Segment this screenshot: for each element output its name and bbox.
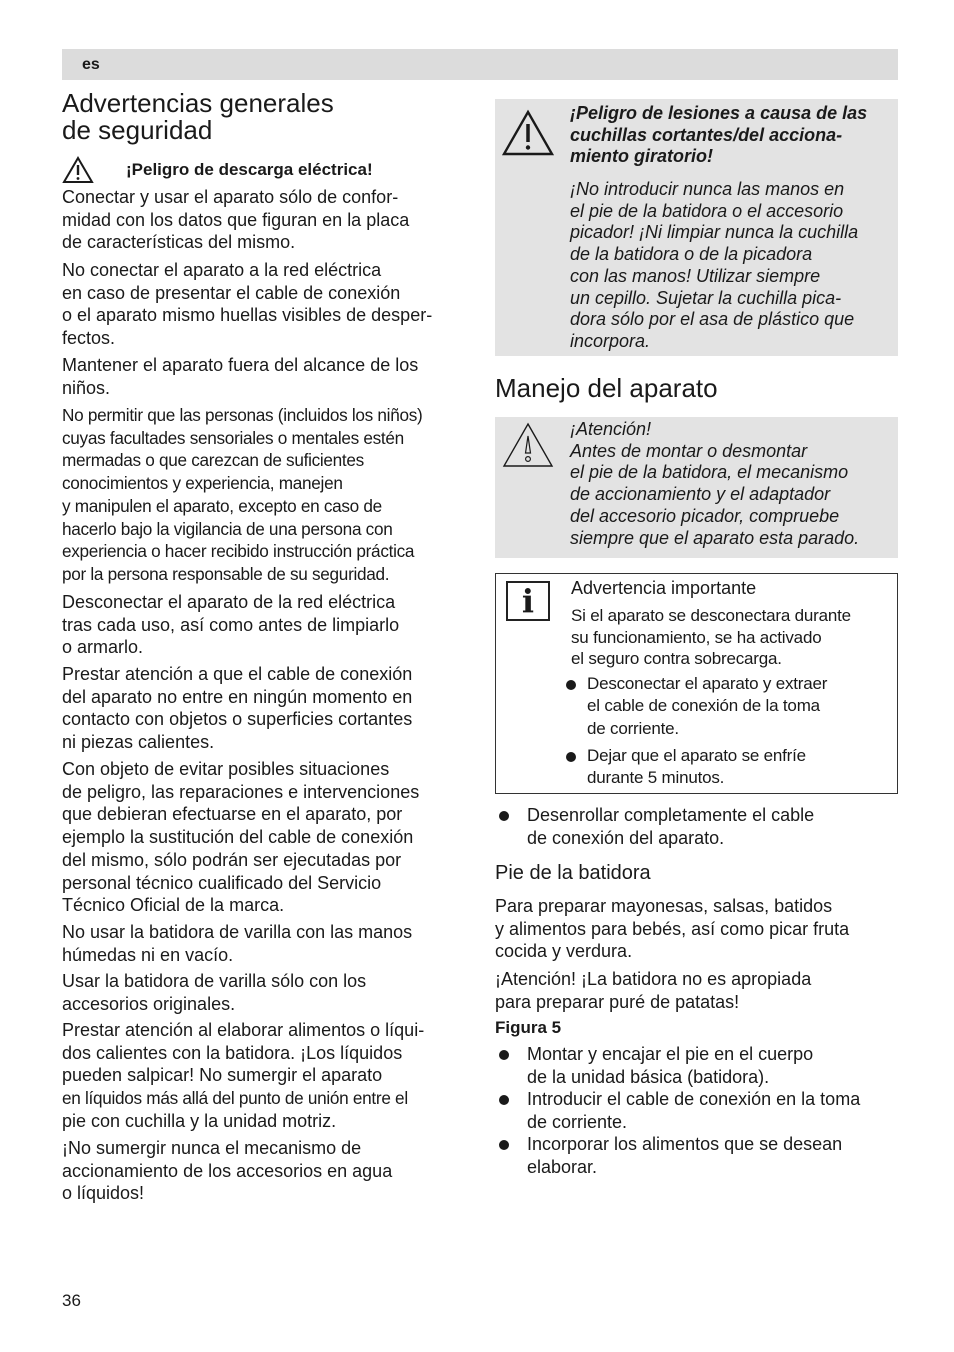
warning-triangle-icon [501, 109, 555, 157]
attention-title: ¡Atención! [570, 419, 652, 439]
text-line: ejemplo la sustitución del cable de conexión [62, 827, 414, 848]
text-line: Desenrollar completamente el cable [527, 805, 815, 825]
bullet-dot [499, 1095, 509, 1105]
paragraph [62, 921, 466, 966]
text-line: Con objeto de evitar posibles situaciones [62, 759, 390, 779]
text-line: el cable de conexión de la toma [587, 696, 820, 716]
text-line: Introducir el cable de conexión en la toma [527, 1089, 861, 1109]
text-line: No conectar el aparato a la red eléctrica [62, 260, 382, 280]
text-line: Prestar atención al elaborar alimentos o líqui- [62, 1020, 425, 1040]
paragraph [62, 1019, 466, 1133]
text-line: contacto con objetos o superficies cortantes [62, 709, 413, 730]
text-line: de corriente. [587, 718, 679, 738]
text-line: cuchillas cortantes/del acciona- [570, 124, 843, 145]
text-line: niños. [62, 377, 111, 398]
text-line: y alimentos para bebés, así como picar fruta [495, 918, 850, 939]
notice-bullets [566, 673, 886, 789]
text-line: Incorporar los alimentos que se desean [527, 1134, 843, 1154]
text-line: accesorios originales. [62, 993, 236, 1014]
title-line: Advertencias generales [62, 88, 334, 118]
text-line: el pie de la batidora, el mecanismo [570, 462, 849, 483]
text-line: que debieran efectuarse en el aparato, por [62, 804, 403, 825]
text-line: el seguro contra sobrecarga. [571, 649, 782, 669]
text-line: Para preparar mayonesas, salsas, batidos [495, 896, 833, 916]
section-title-usage: Manejo del aparato [495, 373, 718, 403]
text-line: por la persona responsable de su seguridad. [62, 563, 390, 584]
text-line: elaborar. [527, 1156, 598, 1177]
paragraph [62, 591, 466, 659]
warning-triangle-icon [62, 156, 94, 184]
notice-text [571, 605, 851, 670]
text-line: personal técnico cualificado del Servicio [62, 872, 382, 893]
text-line: Técnico Oficial de la marca. [62, 895, 285, 916]
text-line: Mantener el aparato fuera del alcance de los [62, 355, 419, 375]
text-line: un cepillo. Sujetar la cuchilla pica- [570, 287, 842, 308]
info-icon: i [506, 581, 550, 621]
text-line: ¡No introducir nunca las manos en [570, 179, 845, 199]
text-line: incorpora. [570, 330, 651, 351]
list-item [566, 673, 886, 740]
text-line: de accionamiento y el adaptador [570, 484, 831, 505]
paragraph [62, 354, 466, 399]
text-line: ¡Peligro de lesiones a causa de las [570, 103, 868, 123]
text-line: pie con cuchilla y la unidad motriz. [62, 1110, 337, 1131]
text-line: su funcionamiento, se ha activado [571, 627, 822, 647]
text-line: Conectar y usar el aparato sólo de confor- [62, 187, 399, 207]
text-line: de peligro, las reparaciones e intervenciones [62, 781, 420, 802]
bullet-dot [499, 1050, 509, 1060]
text-line: durante 5 minutos. [587, 768, 725, 788]
language-bar [62, 49, 898, 80]
danger-box [495, 99, 898, 356]
list-item [495, 1088, 898, 1133]
text-line: para preparar puré de patatas! [495, 991, 740, 1012]
text-line: y manipulen el aparato, excepto en caso de [62, 495, 382, 516]
list-item [495, 1133, 898, 1178]
text-line: en líquidos más allá del punto de unión entre el [62, 1088, 408, 1109]
text-line: tras cada uso, así como antes de limpiarlo [62, 614, 400, 635]
text-line: pueden salpicar! No sumergir el aparato [62, 1065, 383, 1086]
attention-box [495, 417, 898, 558]
text-line: Dejar que el aparato se enfríe [587, 745, 806, 765]
warning-title: ¡Peligro de descarga eléctrica! [126, 160, 373, 179]
bullet-dot [499, 811, 509, 821]
paragraph [62, 1137, 466, 1205]
text-line: cocida y verdura. [495, 941, 633, 962]
paragraph [62, 259, 466, 350]
paragraph [62, 404, 466, 586]
figure-label: Figura 5 [495, 1018, 562, 1037]
text-line: del mismo, sólo podrán ser ejecutadas por [62, 849, 402, 870]
text-line: o armarlo. [62, 637, 144, 658]
text-line: Montar y encajar el pie en el cuerpo [527, 1044, 814, 1064]
text-line: cuyas facultades sensoriales o mentales estén [62, 427, 404, 448]
text-line: de conexión del aparato. [527, 827, 725, 848]
text-line: fectos. [62, 328, 116, 349]
language-code: es [82, 56, 100, 73]
text-line: dos calientes con la batidora. ¡Los líquidos [62, 1042, 403, 1063]
important-notice-box [495, 573, 898, 794]
danger-text [570, 179, 858, 353]
text-line: No usar la batidora de varilla con las manos [62, 922, 413, 942]
list-item [495, 804, 898, 849]
text-line: o el aparato mismo huellas visibles de desper- [62, 305, 433, 326]
electric-warning-heading [62, 156, 466, 186]
text-line: el pie de la batidora o el accesorio [570, 200, 844, 221]
text-line: con las manos! Utilizar siempre [570, 265, 821, 286]
text-line: accionamiento de los accesorios en agua [62, 1160, 393, 1181]
text-line: Desconectar el aparato y extraer [587, 674, 828, 693]
caution-triangle-icon [501, 421, 555, 469]
text-line: picador! ¡Ni limpiar nunca la cuchilla [570, 222, 859, 243]
text-line: Prestar atención a que el cable de conexión [62, 664, 413, 684]
text-line: húmedas ni en vacío. [62, 944, 234, 965]
text-line: siempre que el aparato esta parado. [570, 527, 860, 548]
text-line: experiencia o hacer recibido instrucción práctica [62, 541, 415, 562]
list-item [566, 745, 886, 790]
text-line: Desconectar el aparato de la red eléctrica [62, 592, 396, 612]
text-line: No permitir que las personas (incluidos los niños) [62, 405, 423, 425]
title-line: de seguridad [62, 115, 213, 145]
text-line: hacerlo bajo la vigilancia de una persona con [62, 518, 393, 539]
text-line: ¡No sumergir nunca el mecanismo de [62, 1138, 362, 1158]
text-line: conocimientos y experiencia, manejen [62, 473, 343, 494]
paragraph [62, 970, 466, 1015]
text-line: del aparato no entre en ningún momento en [62, 686, 413, 707]
text-line: de características del mismo. [62, 232, 296, 253]
text-line: mermadas o que carezcan de suficientes [62, 450, 364, 471]
paragraph [62, 663, 466, 754]
text-line: Usar la batidora de varilla sólo con los [62, 971, 367, 991]
notice-title: Advertencia importante [571, 578, 757, 598]
list-item [495, 1043, 898, 1088]
text-line: ¡Atención! ¡La batidora no es apropiada [495, 969, 812, 989]
text-line: Si el aparato se desconectara durante [571, 606, 851, 625]
text-line: miento giratorio! [570, 146, 713, 167]
bullet-dot [566, 680, 576, 690]
paragraph [62, 758, 466, 917]
text-line: dora sólo por el asa de plástico que [570, 309, 855, 330]
text-line: de corriente. [527, 1111, 628, 1132]
text-line: o líquidos! [62, 1183, 145, 1204]
text-line: de la batidora o de la picadora [570, 244, 813, 265]
text-line: midad con los datos que figuran en la placa [62, 209, 410, 230]
text-line: ni piezas calientes. [62, 732, 215, 753]
paragraph [495, 895, 898, 963]
subsection-title: Pie de la batidora [495, 862, 651, 884]
page-number: 36 [62, 1291, 81, 1310]
attention-content [570, 419, 859, 549]
text-line: Antes de montar o desmontar [570, 440, 808, 461]
text-line: del accesorio picador, compruebe [570, 505, 840, 526]
paragraph [495, 968, 898, 1013]
text-line: de la unidad básica (batidora). [527, 1066, 770, 1087]
section-title-safety [62, 90, 334, 144]
bullet-dot [566, 752, 576, 762]
danger-title [570, 103, 867, 168]
paragraph [62, 186, 466, 254]
bullet-dot [499, 1140, 509, 1150]
text-line: en caso de presentar el cable de conexión [62, 282, 401, 303]
